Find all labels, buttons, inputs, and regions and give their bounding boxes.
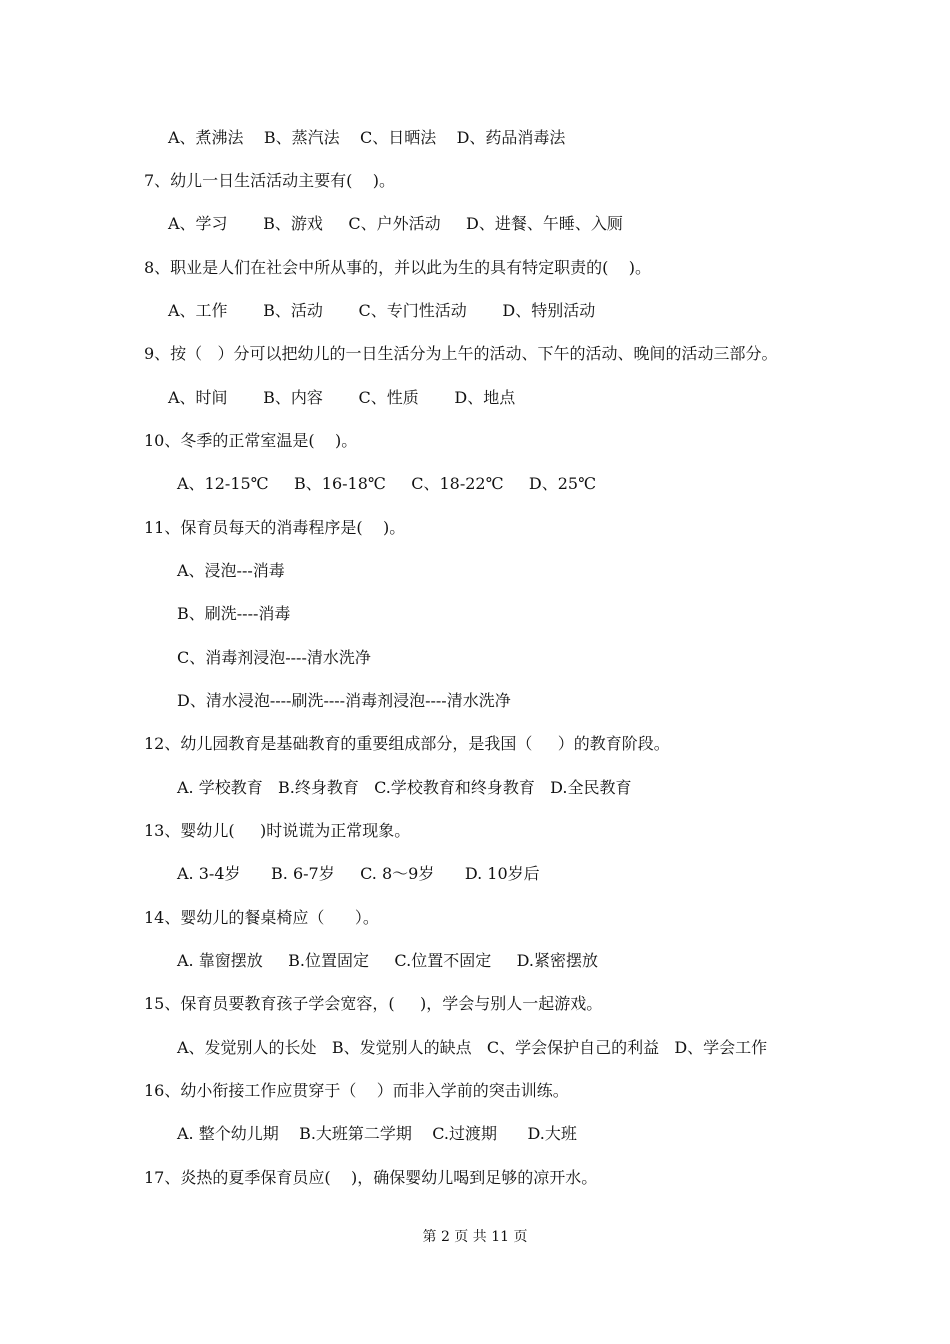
q16-stem: 16、幼小衔接工作应贯穿于（ ）而非入学前的突击训练。: [144, 1081, 569, 1100]
page-footer: 第 2 页 共 11 页: [422, 1229, 528, 1245]
q17-stem: 17、炎热的夏季保育员应( )，确保婴幼儿喝到足够的凉开水。: [144, 1168, 598, 1187]
q10-options: A、12-15℃ B、16-18℃ C、18-22℃ D、25℃: [177, 474, 597, 493]
q15-options: A、发觉别人的长处 B、发觉别人的缺点 C、学会保护自己的利益 D、学会工作: [177, 1038, 768, 1057]
q13-stem: 13、婴幼儿( )时说谎为正常现象。: [144, 821, 411, 840]
q9-options: A、时间 B、内容 C、性质 D、地点: [168, 388, 516, 407]
q10-stem: 10、冬季的正常室温是( )。: [144, 431, 358, 450]
q14-stem: 14、婴幼儿的餐桌椅应（ ）。: [144, 908, 379, 927]
q9-stem: 9、按（ ）分可以把幼儿的一日生活分为上午的活动、下午的活动、晚间的活动三部分。: [144, 344, 778, 363]
q11-stem: 11、保育员每天的消毒程序是( )。: [144, 518, 406, 537]
q7-stem: 7、幼儿一日生活活动主要有( )。: [144, 171, 396, 190]
q11-option-d: D、清水浸泡----刷洗----消毒剂浸泡----清水洗净: [177, 691, 511, 710]
q12-options: A. 学校教育 B.终身教育 C.学校教育和终身教育 D.全民教育: [177, 778, 632, 797]
q7-options: A、学习 B、游戏 C、户外活动 D、进餐、午睡、入厕: [168, 214, 623, 233]
q13-options: A. 3-4岁 B. 6-7岁 C. 8～9岁 D. 10岁后: [177, 864, 540, 883]
q8-options: A、工作 B、活动 C、专门性活动 D、特别活动: [168, 301, 596, 320]
q14-options: A. 靠窗摆放 B.位置固定 C.位置不固定 D.紧密摆放: [177, 951, 598, 970]
q8-stem: 8、职业是人们在社会中所从事的，并以此为生的具有特定职责的( )。: [144, 258, 652, 277]
q12-stem: 12、幼儿园教育是基础教育的重要组成部分，是我国（ ）的教育阶段。: [144, 734, 670, 753]
q11-option-c: C、消毒剂浸泡----清水洗净: [177, 648, 371, 667]
q11-option-b: B、刷洗----消毒: [177, 604, 291, 623]
q6-options: A、煮沸法 B、蒸汽法 C、日晒法 D、药品消毒法: [168, 128, 566, 147]
q16-options: A. 整个幼儿期 B.大班第二学期 C.过渡期 D.大班: [177, 1124, 577, 1143]
q11-option-a: A、浸泡---消毒: [177, 561, 285, 580]
q15-stem: 15、保育员要教育孩子学会宽容，( )，学会与别人一起游戏。: [144, 994, 603, 1013]
